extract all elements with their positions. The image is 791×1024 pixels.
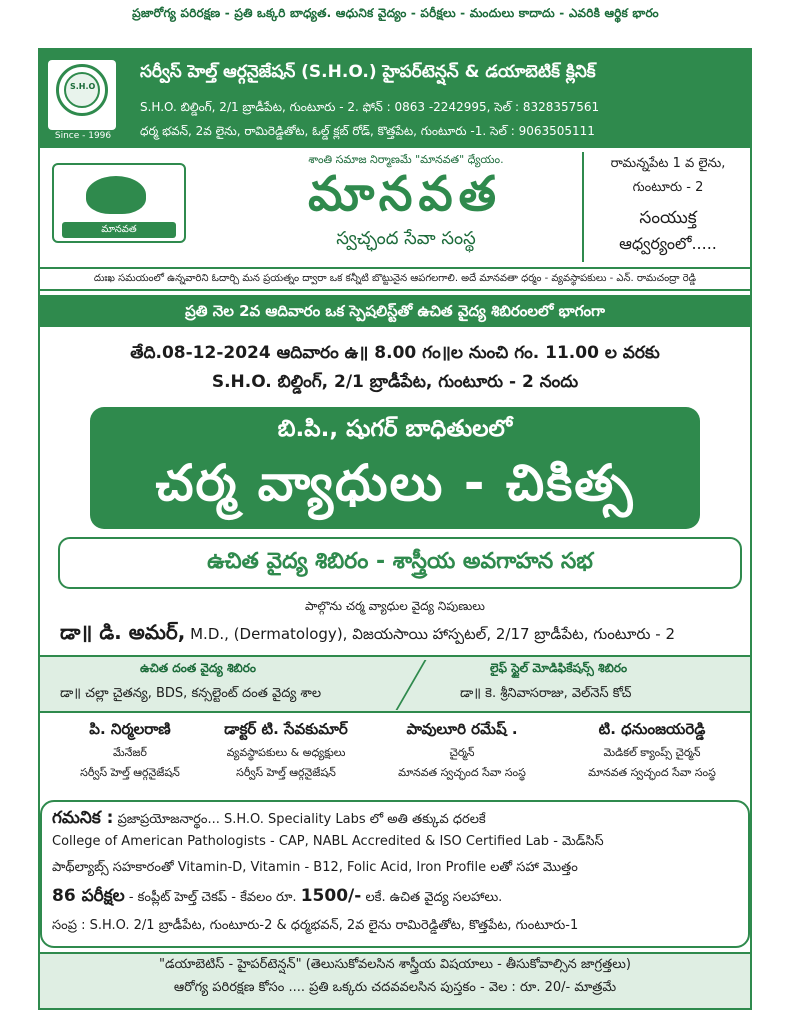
official-4	[562, 720, 742, 782]
official-name: పి. నిర్మలరాణి	[89, 720, 171, 738]
note-line-2: College of American Pathologists - CAP, NABL Accredited & ISO Certified Lab - మెడ్‌సిస్	[52, 834, 604, 849]
doctor-qualification: M.D., (Dermatology)	[190, 625, 343, 643]
event-date: తేది.08-12-2024 ఆదివారం ఉ॥ 8.00 గం॥ల నుంచి గం. 11.00 ల వరకు	[130, 343, 660, 363]
lifestyle-doctor: డా॥ కె. శ్రీనివాసరాజు, వెల్‌నెస్ కోచ్	[460, 686, 632, 701]
dove-icon	[86, 176, 146, 214]
official-2	[206, 720, 366, 782]
book-title: "డయాబెటిస్ - హైపర్‌టెన్షన్" (తెలుసుకోవలసిన శాస్త్రీయ విషయాలు - తీసుకోవాల్సిన జాగ్రత్తలు)	[158, 957, 631, 972]
official-1	[50, 720, 210, 782]
official-org: మానవత స్వచ్ఛంద సేవా సంస్థ	[588, 766, 716, 779]
official-org: సర్వీస్ హెల్త్ ఆర్గనైజేషన్	[80, 766, 180, 779]
official-name: టి. ధనుంజయరెడ్డి	[598, 720, 706, 738]
note-label: గమనిక :	[52, 808, 114, 828]
doctor-line	[60, 620, 750, 649]
org-address-1: S.H.O. బిల్డింగ్, 2/1 బ్రాడీపేట, గుంటూరు - 2. ఫోన్ : 0863 -2242995, సెల్ : 8328357561	[140, 100, 600, 114]
note-line-1	[52, 808, 742, 832]
doctor-hospital: , విజయసాయి హాస్పటల్, 2/17 బ్రాడీపేట, గుంటూరు - 2	[342, 625, 675, 643]
founder-quote: దుఃఖ సమయంలో ఉన్నవారిని ఓదార్చి మన ప్రయత్నం ద్వారా ఒక కన్నీటి బొట్టునైన ఆపగలగాలి. అదే మానవతా ధర్మం - వ్యవస్థాపకులు - ఎన్. రామచంద్రా రెడ్డి	[40, 267, 750, 291]
manavatha-subtitle: స్వచ్ఛంద సేవా సంస్థ	[336, 228, 476, 249]
official-3	[378, 720, 546, 782]
official-role: వ్యవస్థాపకులు & అధ్యక్షులు	[226, 746, 346, 759]
monthly-banner: ప్రతి నెల 2వ ఆదివారం ఒక స్పెషలిస్ట్‌తో ఉచిత వైద్య శిబిరంలలో భాగంగా	[40, 295, 750, 327]
manavatha-logo-label: మానవత	[62, 222, 176, 238]
org-address-2: ధర్మ భవన్, 2వ లైను, రామిరెడ్డితోట, ఓల్డ్ క్లబ్ రోడ్, కొత్తపేట, గుంటూరు -1. సెల్ : 9063505111	[140, 124, 595, 138]
note-line-4	[52, 886, 742, 910]
note-text-1: ప్రజాప్రయోజనార్థం... S.H.O. Speciality Labs లో అతి తక్కువ ధరలకే	[117, 812, 486, 827]
doctor-name: డా॥ డి. అమర్,	[60, 620, 186, 644]
official-role: మేనేజర్	[113, 746, 147, 759]
topic-pretitle: బి.పి., షుగర్ బాధితులలో	[277, 416, 513, 442]
joint-label-1: సంయుక్త	[639, 208, 697, 228]
top-tagline: ప్రజారోగ్య పరిరక్షణ - ప్రతి ఒక్కరి బాధ్యత. ఆధునిక వైద్యం - పరీక్షలు - మందులు కాదాదు - ఎవరికి ఆర్థిక భారం	[132, 6, 659, 20]
manavatha-address-2: గుంటూరు - 2	[632, 180, 704, 195]
divider	[582, 152, 584, 262]
official-org: మానవత స్వచ్ఛంద సేవా సంస్థ	[398, 766, 526, 779]
official-role: చైర్మన్	[449, 746, 475, 759]
test-count: 86 పరీక్షల	[52, 886, 125, 906]
official-name: పావులూరి రమేష్ .	[406, 720, 518, 738]
dental-doctor: డా॥ చల్లా చైతన్య, BDS, కన్సల్టెంట్ దంత వైద్య శాల	[60, 686, 322, 701]
since-label: Since - 1996	[54, 131, 112, 141]
price: 1500/-	[300, 886, 362, 906]
event-venue: S.H.O. బిల్డింగ్, 2/1 బ్రాడీపేట, గుంటూరు - 2 నందు	[211, 372, 579, 392]
sho-logo-text: S.H.O	[70, 82, 96, 91]
doctor-intro: పాల్గొను చర్మ వ్యాధుల వైద్య నిపుణులు	[305, 599, 485, 613]
manavatha-slogan: శాంతి సమాజ నిర్మాణమే "మానవత" ధ్యేయం.	[308, 153, 504, 166]
dental-camp-title: ఉచిత దంత వైద్య శిబిరం	[140, 661, 256, 675]
note-end: లకే. ఉచిత వైద్య సలహాలు.	[365, 890, 503, 905]
note-contact: సంప్ర : S.H.O. 2/1 బ్రాడీపేట, గుంటూరు-2 & ధర్మభవన్, 2వ లైను రామిరెడ్డితోట, కొత్తపేట, గుంటూరు-1	[52, 918, 579, 933]
note-mid: - కంప్లీట్ హెల్త్ చెకప్ - కేవలం రూ.	[128, 890, 297, 905]
joint-label-2: ఆధ్వర్యంలో.....	[619, 234, 717, 253]
manavatha-address-1: రామన్నపేట 1 వ లైను,	[610, 156, 726, 171]
lifestyle-camp-title: లైఫ్ స్టైల్ మోడిఫికేషన్స్ శిబిరం	[490, 661, 628, 675]
book-price: ఆరోగ్య పరిరక్షణ కోసం .... ప్రతి ఒక్కరు చదవవలసిన పుస్తకం - వెల : రూ. 20/- మాత్రమే	[173, 980, 617, 995]
org-title: సర్వీస్ హెల్త్ ఆర్గనైజేషన్ (S.H.O.) హైపర్‌టెన్షన్ & డయాబెటిక్ క్లినిక్	[140, 62, 596, 82]
official-role: మెడికల్ క్యాంప్స్ చైర్మన్	[603, 746, 701, 759]
note-line-3: పాథ్‌ల్యాబ్స్ సహకారంతో Vitamin-D, Vitamin - B12, Folic Acid, Iron Profile లతో సహా మొత్తం	[52, 860, 578, 875]
camp-title: ఉచిత వైద్య శిబిరం - శాస్త్రీయ అవగాహన సభ	[207, 549, 593, 574]
official-name: డాక్టర్ టి. సేవకుమార్	[224, 720, 348, 738]
manavatha-title: మానవత	[308, 166, 502, 222]
topic-title: చర్మ వ్యాధులు - చికిత్స	[155, 454, 635, 512]
official-org: సర్వీస్ హెల్త్ ఆర్గనైజేషన్	[236, 766, 336, 779]
